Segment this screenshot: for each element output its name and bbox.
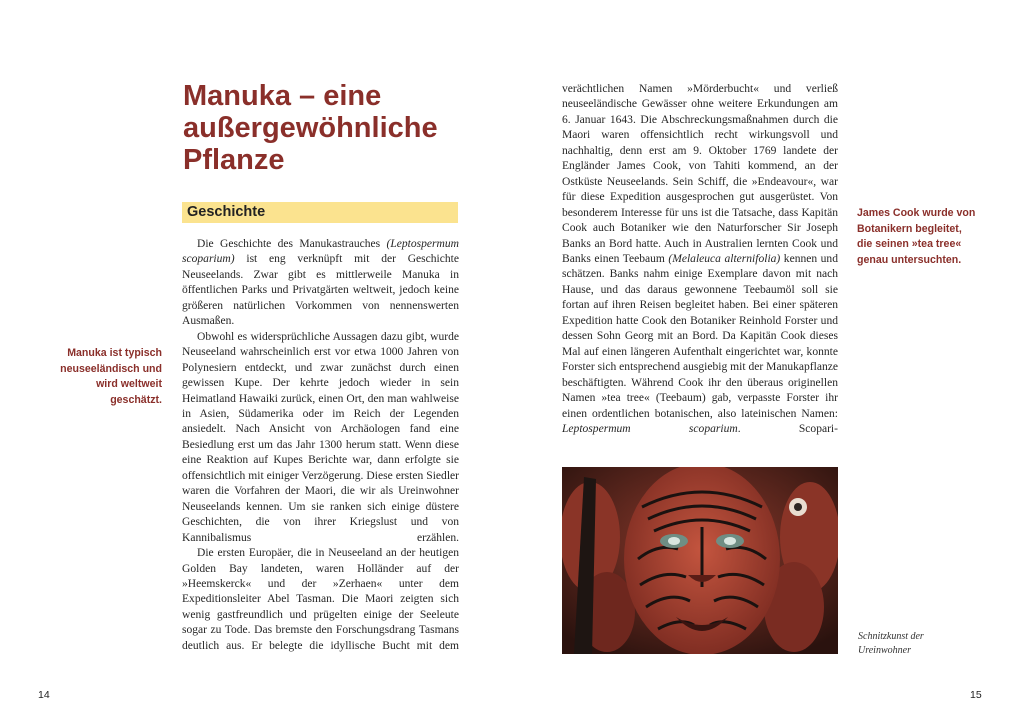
paragraph-2: Obwohl es widersprüchliche Aussagen dazu gibt, wurde Neuseeland wahrscheinlich erst vor etwa 1000 Jahren von Polynesiern entdeckt, und zwar zunächst durch einen gewissen Kupe. Der kehrte jedoch wieder in sein Heimatland Hawaiki zurück, einen Ort, den man wahlweise in Asien, Südamerika oder im Reich der Legenden ansiedelt. Nach Ansicht von Archäologen fand eine Besiedlung erst um das Jahr 1300 herum statt. Wenn diese eine Reaktion auf Kupes Berichte war, dann erfolgte sie offensichtlich mit einiger Verzögerung. Diese ersten Siedler waren die Vorfahren der Maori, die wir als Ureinwohner Neuseelands kennen. Um sie ranken sich einige düstere Geschichten, die von ihrer Kriegslust und von Kannibalismus erzählen. — [182, 330, 459, 544]
maori-carving-photo — [562, 467, 838, 654]
paragraph-3: Die ersten Europäer, die in Neuseeland an der heutigen Golden Bay landeten, waren Holländer auf der »Heemskerck« und der »Zerhaen« unter dem Expeditionsleiter Abel Tasman. Die Maori zeigten sich wenig gastfreundlich und prügelten einige der Seeleute sogar zu Tode. Das bremste den Forschungsdrang Tasmans deutlich aus. Er belegte die idyllische Bucht mit dem — [182, 547, 459, 652]
section-heading: Geschichte — [182, 202, 458, 223]
right-text-column — [562, 82, 838, 437]
paragraph-1-text-a: Die Geschichte des Manukastrauches — [197, 238, 387, 250]
paragraph-1 — [182, 237, 459, 330]
page-title: Manuka – eine außergewöhnliche Pflanze — [183, 80, 438, 176]
paragraph-1-text-c: ist eng verknüpft mit der Geschichte Neuseelands. Zwar gibt es mittlerweile Manuka in öffentlichen Parks und Privatgärten weltweit, jedoch keine größeren natürlichen Vorkommen von nennenswerten Ausmaßen. — [182, 253, 459, 328]
margin-note-left: Manuka ist typisch neuseeländisch und wird weltweit geschätzt. — [60, 347, 162, 406]
botanical-name-leptospermum: Leptospermum scoparium — [562, 422, 738, 435]
left-text-column — [182, 237, 459, 654]
paragraph-1-botanical-name: (Leptospermum scoparium) — [182, 238, 459, 266]
continued-text-a: verächtlichen Namen »Mörderbucht« und verließ neuseeländische Gewässer ohne weitere Erkundungen am 6. Januar 1643. Die Abschreckungsmaßnahmen durch die Maori waren offensichtlich recht wirkungsvoll und nachhaltig, denn erst am 9. Oktober 1769 landete der Engländer James Cook, von Tahiti kommend, an der Ostküste Neuseelands. Sein Schiff, die »Endeavour«, war für diese Expedition ausgesprochen gut ausgerüstet. Von besonderem Interesse für uns ist die Tatsache, dass Kapitän Cook auch Botaniker wie den Naturforscher Sir Joseph Banks an Bord hatte. Auch in Australien lernten Cook und Banks einen Teebaum — [562, 83, 838, 265]
page-number-right: 15 — [970, 689, 982, 701]
continued-text-c: kennen und schätzen. Banks nahm einige Exemplare davon mit nach Hause, und das daraus gewonnene Teebaumöl soll sie fortan auf ihren Reisen begleitet haben. Bei einer späteren Expedition hatte Cook den Botaniker Reinhold Forster und dessen Sohn Georg mit an Bord. Da Kapitän Cook dieses Mal auf einen längeren Aufenthalt eingerichtet war, konnte Forster sich entsprechend ausgiebig mit der Manukapflanze beschäftigten. Während Cook ihr den überaus originellen Namen »tea tree« (Teebaum) gab, verpasste Forster ihr einen ordentlichen botanischen, also lateinischen Namen: — [562, 252, 838, 420]
botanical-name-melaleuca: (Melaleuca alternifolia) — [668, 252, 781, 265]
page-number-left: 14 — [38, 689, 50, 701]
photo-caption: Schnitzkunst der Ureinwohner — [858, 631, 924, 656]
continued-text-e: . Scopari- — [737, 422, 838, 435]
paragraph-continued — [562, 82, 838, 437]
margin-note-right: James Cook wurde von Botanikern begleitet, die seinen »tea tree« genau untersuchten. — [857, 207, 976, 266]
